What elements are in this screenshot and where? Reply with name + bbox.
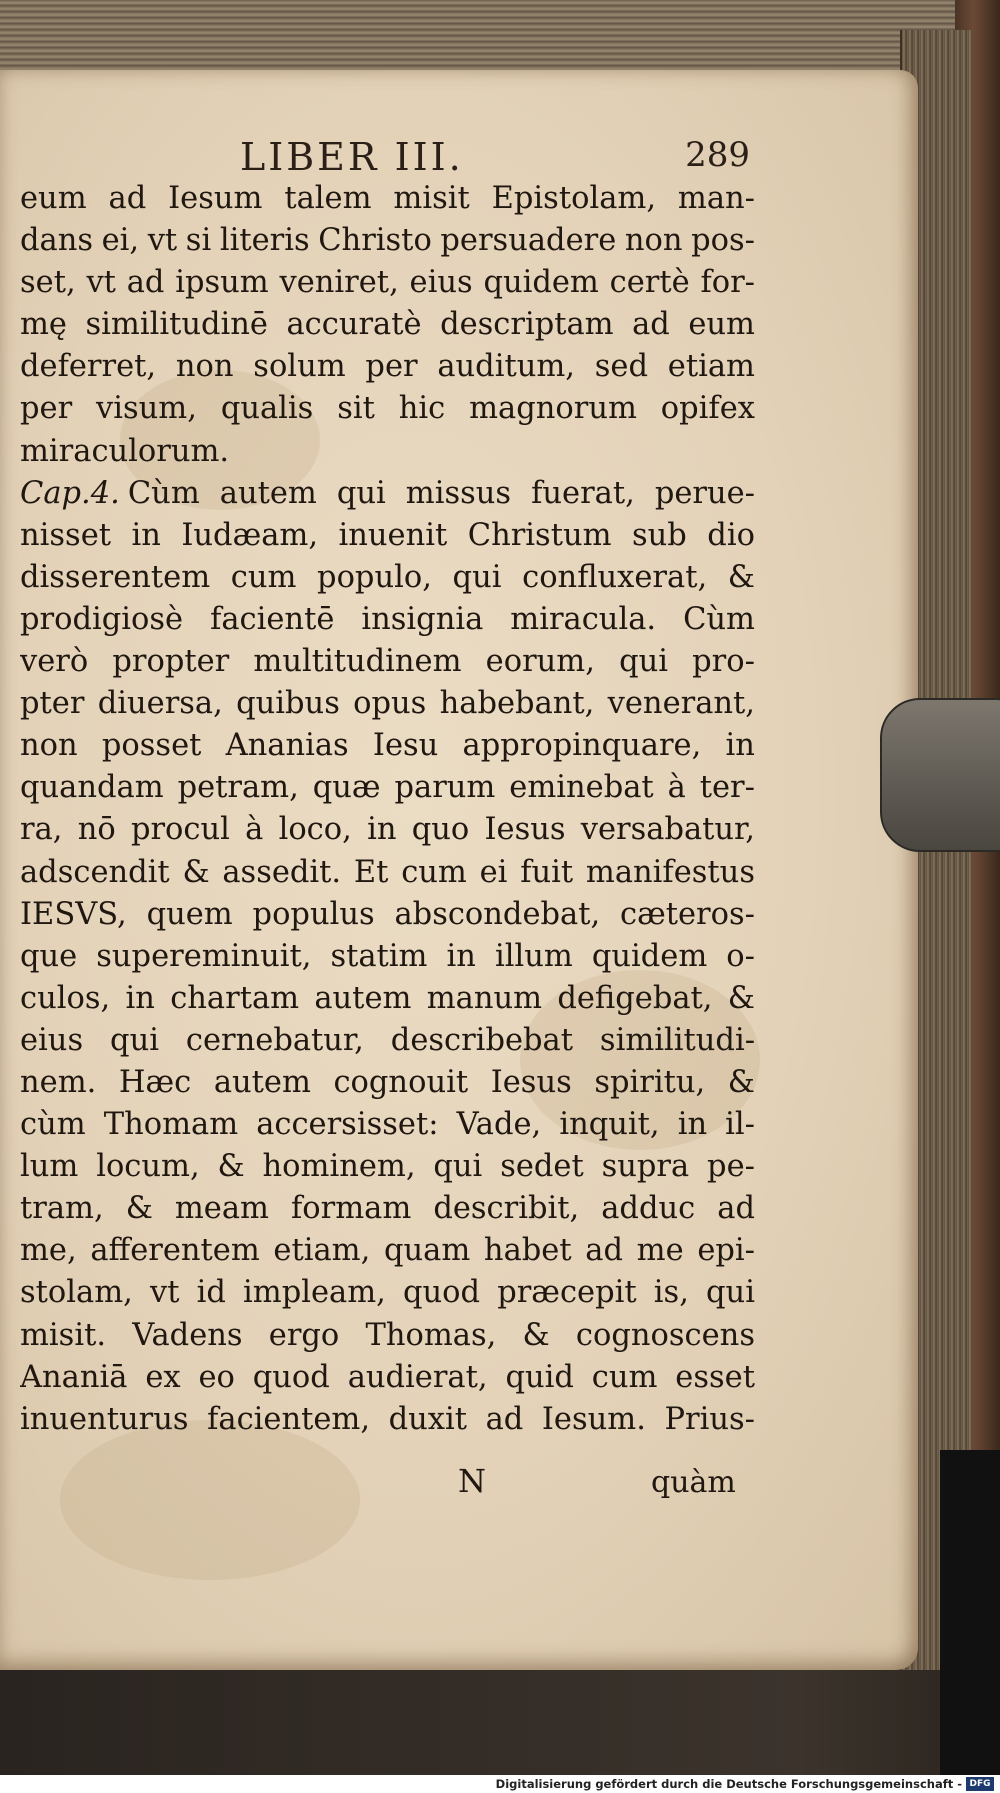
text-line [20, 894, 755, 936]
text-line [20, 1062, 755, 1104]
text-line [20, 1188, 755, 1230]
text-line-content: mę similitudinē accuratè descriptam ad eum [20, 307, 755, 343]
text-line-content: Ananiā ex eo quod audierat, quid cum esset [20, 1359, 755, 1395]
text-line-content: cùm Thomam accersisset: Vade, inquit, in il- [20, 1107, 755, 1143]
text-line-content: IESVS, quem populus abscondebat, cæteros- [20, 896, 755, 932]
body-text [20, 178, 755, 1441]
text-line-content: prodigiosè facientē insignia miracula. Cùm [20, 601, 755, 637]
text-line [20, 641, 755, 683]
text-line-content: deferret, non solum per auditum, sed etiam [20, 349, 755, 385]
text-line-content: que supereminuit, statim in illum quidem o- [20, 938, 755, 974]
text-line [20, 473, 755, 515]
text-line-content: eum ad Iesum talem misit Epistolam, man- [20, 181, 755, 216]
text-line-content: nisset in Iudæam, inuenit Christum sub dio [20, 517, 755, 553]
text-line [20, 220, 755, 262]
text-line-content: verò propter multitudinem eorum, qui pro- [20, 644, 755, 680]
text-line [20, 346, 755, 388]
text-line [20, 1020, 755, 1062]
text-line [20, 1357, 755, 1399]
text-line-content: disserentem cum populo, qui confluxerat, & [20, 559, 755, 595]
text-line [20, 1230, 755, 1272]
text-line [20, 1315, 755, 1357]
text-line-content: ra, nō procul à loco, in quo Iesus versabatur, [20, 812, 755, 848]
catchword: quàm [651, 1465, 736, 1500]
text-line-content: culos, in chartam autem manum defigebat, & [20, 980, 755, 1016]
text-line [20, 557, 755, 599]
text-line-content: pter diuersa, quibus opus habebant, venerant, [20, 686, 755, 722]
text-line-content: stolam, vt id impleam, quod præcepit is, qui [20, 1275, 755, 1311]
text-line [20, 852, 755, 894]
text-line [20, 431, 755, 473]
text-line [20, 262, 755, 304]
text-line [20, 809, 755, 851]
text-line-content: set, vt ad ipsum veniret, eius quidem certè for- [20, 265, 755, 301]
text-line [20, 1272, 755, 1314]
text-line [20, 304, 755, 346]
text-line [20, 767, 755, 809]
text-line-content: per visum, qualis sit hic magnorum opifex [20, 391, 755, 427]
text-line [20, 388, 755, 430]
text-line-content: lum locum, & hominem, qui sedet supra pe- [20, 1149, 755, 1185]
text-line [20, 936, 755, 978]
page-number: 289 [685, 135, 750, 175]
text-line-content: dans ei, vt si literis Christo persuadere non pos- [20, 223, 755, 259]
dfg-logo: DFG [966, 1777, 994, 1791]
text-line-content: Cùm autem qui missus fuerat, perue- [127, 475, 755, 511]
text-line [20, 1104, 755, 1146]
text-line [20, 725, 755, 767]
signature-mark: N [458, 1462, 486, 1500]
credit-text: Digitalisierung gefördert durch die Deutsche Forschungsgemeinschaft - [495, 1777, 962, 1791]
text-line [20, 1399, 755, 1441]
scan-shadow [940, 1450, 1000, 1780]
text-line-content: non posset Ananias Iesu appropinquare, in [20, 728, 755, 764]
text-line-content: quandam petram, quæ parum eminebat à ter- [20, 770, 755, 806]
text-line-content: adscendit & assedit. Et cum ei fuit manifestus [20, 854, 755, 890]
page-header [240, 135, 760, 183]
chapter-label: Cap.4. [20, 475, 120, 511]
text-line [20, 978, 755, 1020]
foxing-stain [60, 1420, 360, 1580]
running-title: LIBER III. [240, 135, 464, 179]
text-line-content: nem. Hæc autem cognouit Iesus spiritu, & [20, 1064, 755, 1100]
text-line-content: misit. Vadens ergo Thomas, & cognoscens [20, 1317, 755, 1353]
digitization-credit-bar [0, 1775, 1000, 1793]
text-line-content: tram, & meam formam describit, adduc ad [20, 1191, 755, 1227]
text-line [20, 683, 755, 725]
text-line-content: me, afferentem etiam, quam habet ad me epi- [20, 1233, 755, 1269]
text-line [20, 599, 755, 641]
text-line [20, 515, 755, 557]
text-line-content: inuenturus facientem, duxit ad Iesum. Prius- [20, 1401, 755, 1437]
book-clasp [880, 698, 1000, 852]
text-line [20, 1146, 755, 1188]
text-line-content: eius qui cernebatur, describebat similitudi- [20, 1022, 755, 1058]
text-line [20, 178, 755, 220]
text-line-content: miraculorum. [20, 433, 230, 469]
